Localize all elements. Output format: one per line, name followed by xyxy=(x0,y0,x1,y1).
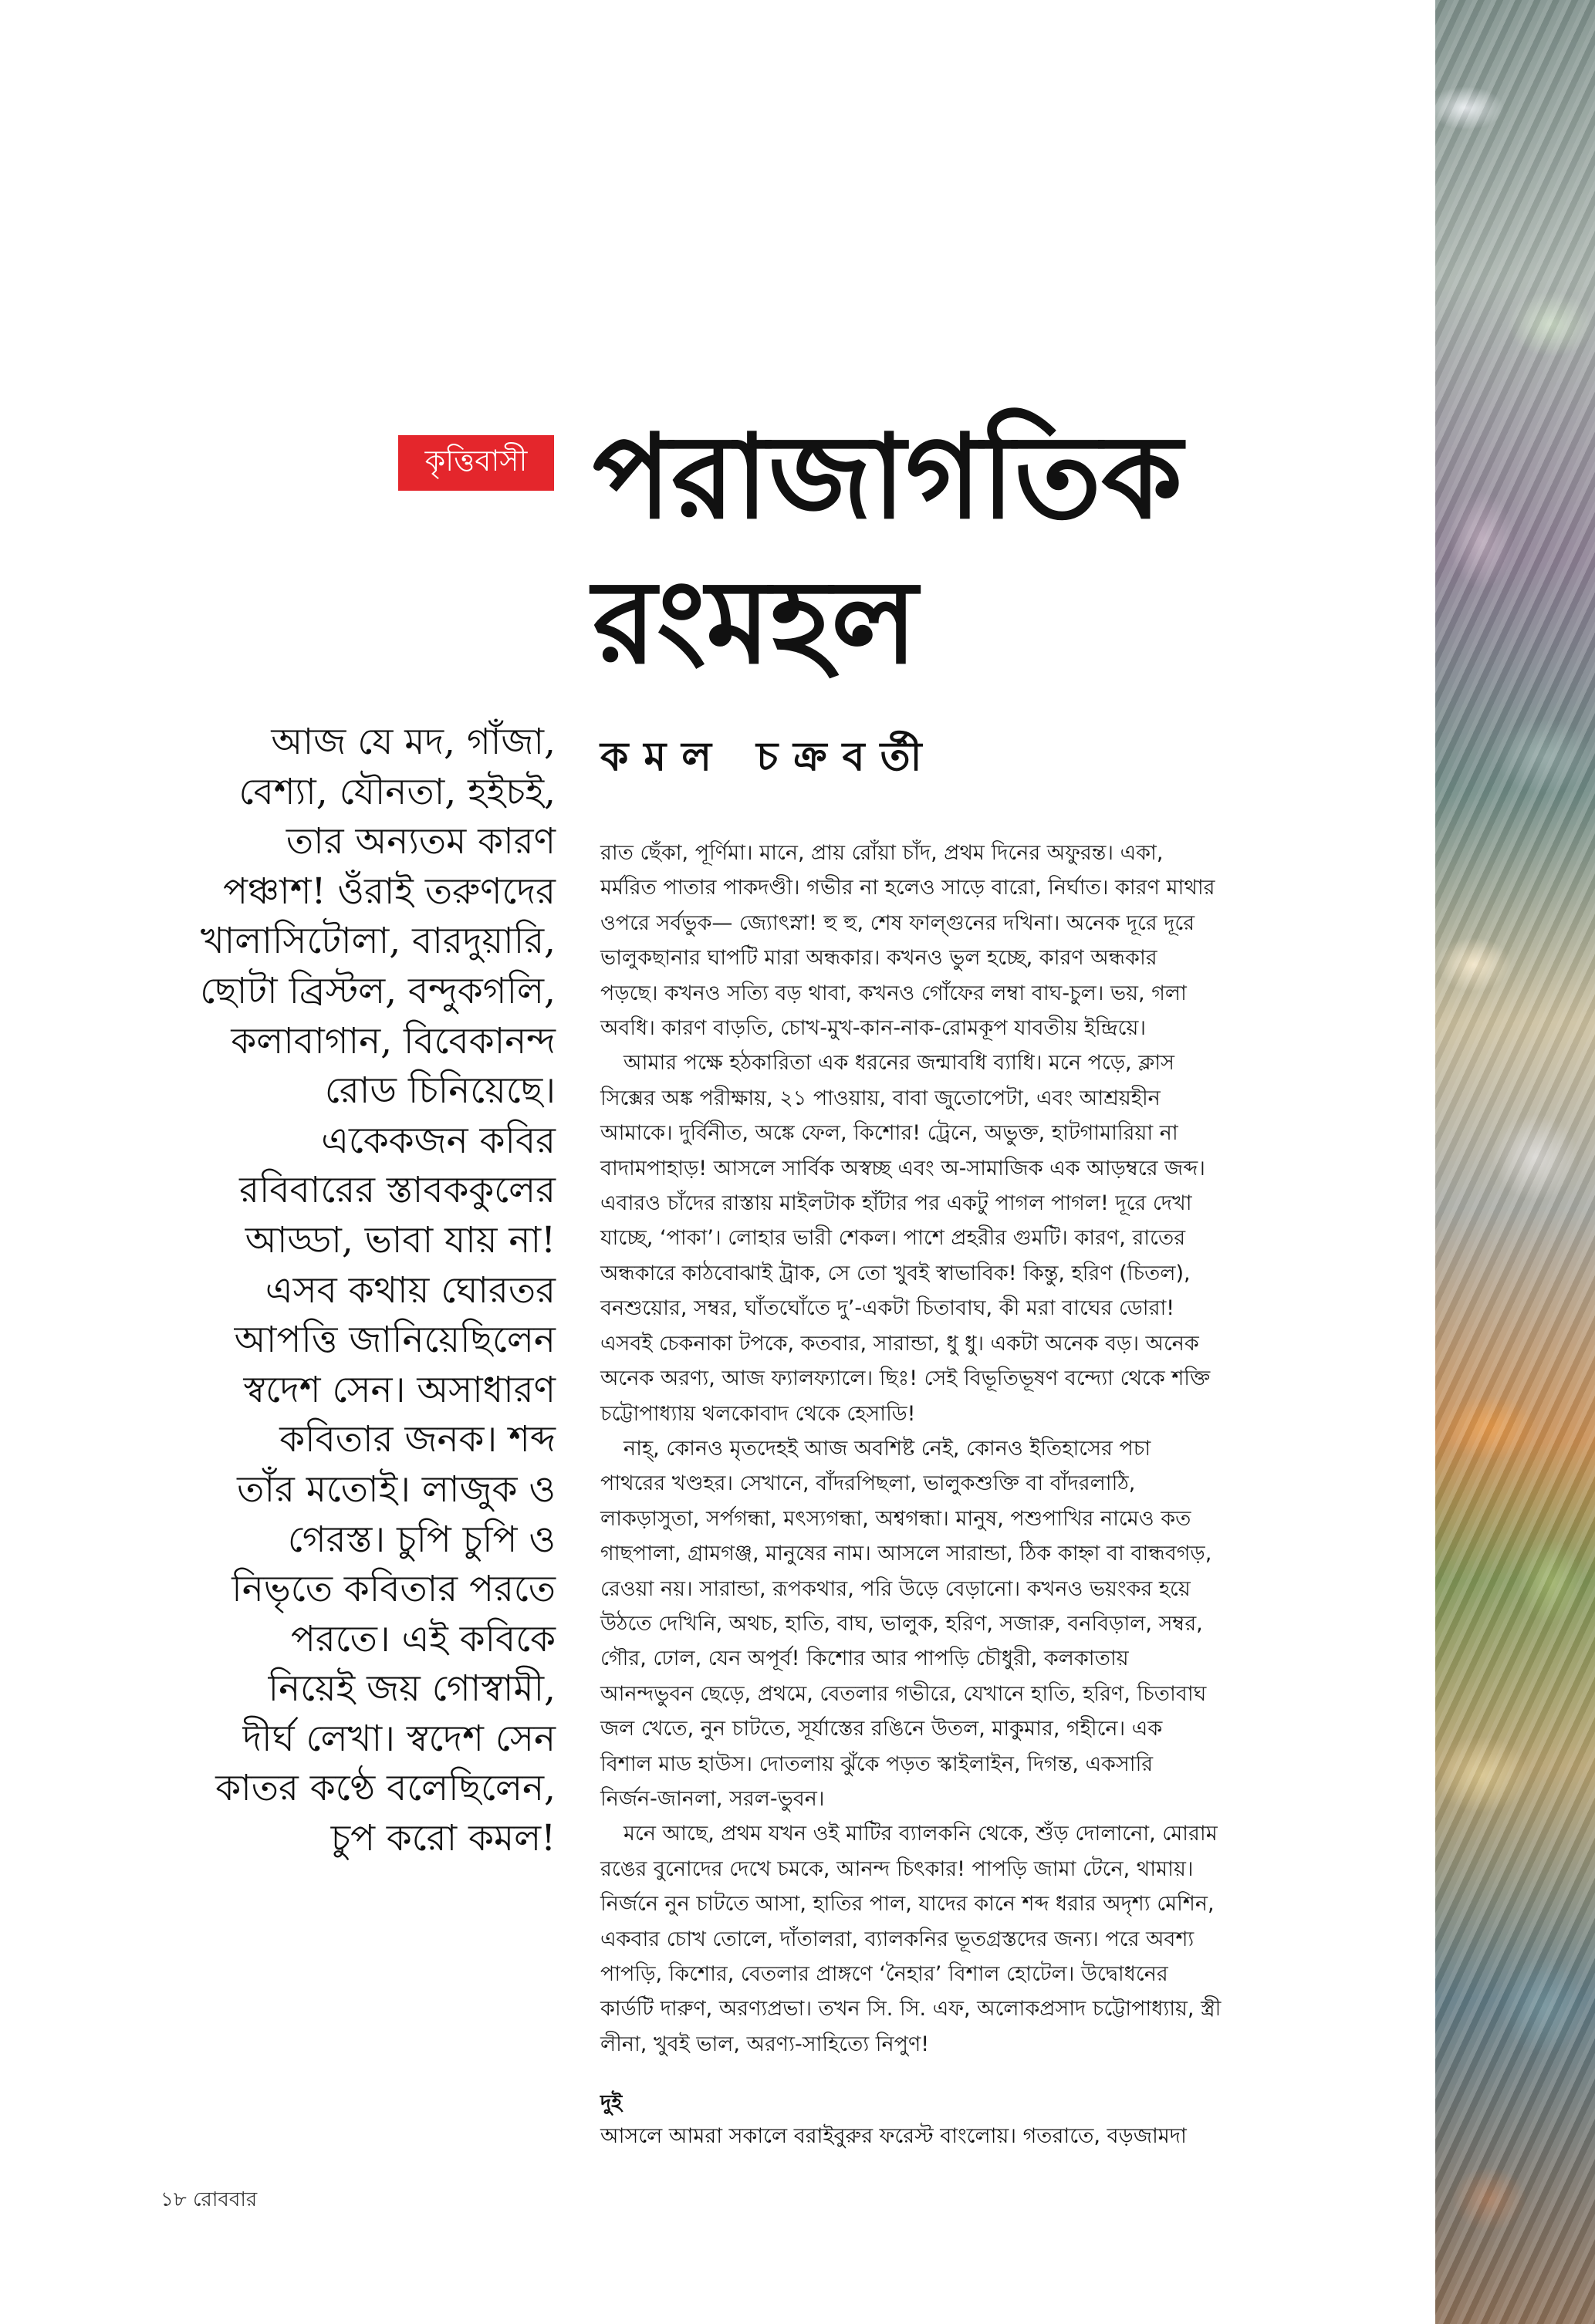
article-line: গাছপালা, গ্রামগঞ্জ, মানুষের নাম। আসলে সারান্ডা, ঠিক কাহ্না বা বান্ধবগড়, xyxy=(600,1542,1212,1566)
article-line: আনন্দভুবন ছেড়ে, প্রথমে, বেতলার গভীরে, যেখানে হাতি, হরিণ, চিতাবাঘ xyxy=(600,1681,1207,1706)
article-line: সিক্সের অঙ্ক পরীক্ষায়, ২১ পাওয়ায়, বাবা জুতোপেটা, এবং আশ্রয়হীন xyxy=(600,1086,1161,1110)
pull-quote-line: এসব কথায় ঘোরতর xyxy=(265,1268,556,1312)
article-line: এসবই চেকনাকা টপকে, কতবার, সারান্ডা, ধু ধু। একটা অনেক বড়। অনেক xyxy=(600,1331,1199,1356)
article-body xyxy=(600,836,1335,2062)
section-tag: কৃত্তিবাসী xyxy=(398,435,554,491)
article-line: জল খেতে, নুন চাটতে, সূর্যাস্তের রঙিনে উতল, মাকুমার, গহীনে। এক xyxy=(600,1717,1163,1741)
article-line: বিশাল মাড হাউস। দোতলায় ঝুঁকে পড়ত স্কাইলাইন, দিগন্ত, একসারি xyxy=(600,1751,1154,1776)
pull-quote-line: গেরস্ত। চুপি চুপি ও xyxy=(287,1518,556,1561)
article-line: যাচ্ছে, ‘পাকা’। লোহার ভারী শেকল। পাশে প্রহরীর গুমটি। কারণ, রাতের xyxy=(600,1226,1186,1251)
page-folio: ১৮ রোববার xyxy=(161,2188,258,2211)
section-number: দুই xyxy=(600,2091,623,2115)
article-line: উঠতে দেখিনি, অথচ, হাতি, বাঘ, ভালুক, হরিণ, সজারু, বনবিড়াল, সম্বর, xyxy=(600,1611,1203,1636)
author-byline: কমল চক্রবর্তী xyxy=(600,734,938,780)
pull-quote-line: আপত্তি জানিয়েছিলেন xyxy=(234,1319,556,1362)
article-line: বাদামপাহাড়! আসলে সার্বিক অস্বচ্ছ এবং অ-সামাজিক এক আড়ম্বরে জব্দ। xyxy=(600,1156,1205,1181)
pull-quote-line: খালাসিটোলা, বারদুয়ারি, xyxy=(200,920,556,963)
article-line: আমাকে। দুর্বিনীত, অঙ্কে ফেল, কিশোর! ট্রেনে, অভুক্ত, হাটগামারিয়া না xyxy=(600,1121,1178,1146)
article-line: রাত ছেঁকা, পূর্ণিমা। মানে, প্রায় রোঁয়া চাঁদ, প্রথম দিনের অফুরন্ত। একা, xyxy=(600,841,1164,865)
article-line: কার্ডটি দারুণ, অরণ্যপ্রভা। তখন সি. সি. এফ, অলোকপ্রসাদ চট্টোপাধ্যায়, স্ত্রী xyxy=(600,1997,1222,2022)
pull-quote-line: আজ যে মদ, গাঁজা, xyxy=(271,721,556,763)
pull-quote-line: নিভৃতে কবিতার পরতে xyxy=(231,1568,556,1611)
article-line: পাথরের খণ্ডহর। সেখানে, বাঁদরপিছলা, ভালুকশুক্তি বা বাঁদরলাঠি, xyxy=(600,1471,1136,1496)
article-line: গৌর, ঢোল, যেন অপূর্ব! কিশোর আর পাপড়ি চৌধুরী, কলকাতায় xyxy=(600,1647,1129,1671)
article-line: মনে আছে, প্রথম যখন ওই মাটির ব্যালকনি থেকে, শুঁড় দোলানো, মোরাম xyxy=(623,1822,1218,1846)
article-line: চট্টোপাধ্যায় থলকোবাদ থেকে হেসাডি! xyxy=(600,1401,916,1426)
article-line: পড়ছে। কখনও সত্যি বড় থাবা, কখনও গোঁফের লম্বা বাঘ-চুল। ভয়, গলা xyxy=(600,981,1187,1005)
pull-quote-line: পঞ্চাশ! ওঁরাই তরুণদের xyxy=(223,870,556,913)
decorative-painting-strip xyxy=(1435,0,1595,2324)
article-line: অনেক অরণ্য, আজ ফ্যালফ্যালে। ছিঃ! সেই বিভূতিভূষণ বন্দ্যো থেকে শক্তি xyxy=(600,1366,1211,1391)
pull-quote-line: দীর্ঘ লেখা। স্বদেশ সেন xyxy=(242,1717,556,1760)
pull-quote-line: রোড চিনিয়েছে। xyxy=(324,1069,556,1113)
pull-quote-line: পরতে। এই কবিকে xyxy=(290,1617,556,1660)
article-line: ওপরে সর্বভুক— জ্যোৎস্না! হু হু, শেষ ফাল্গুনের দখিনা। অনেক দূরে দূরে xyxy=(600,910,1195,935)
article-line: অবধি। কারণ বাড়তি, চোখ-মুখ-কান-নাক-রোমকূপ যাবতীয় ইন্দ্রিয়ে। xyxy=(600,1016,1147,1041)
article-line: একবার চোখ তোলে, দাঁতালরা, ব্যালকনির ভূতগ্রস্তদের জন্য। পরে অবশ্য xyxy=(600,1927,1195,1951)
pull-quote xyxy=(148,718,556,1864)
article-line: আমার পক্ষে হঠকারিতা এক ধরনের জন্মাবধি ব্যাধি। মনে পড়ে, ক্লাস xyxy=(623,1051,1174,1076)
article-line: মর্মরিত পাতার পাকদণ্ডী। গভীর না হলেও সাড়ে বারো, নির্ঘাত। কারণ মাথার xyxy=(600,876,1215,900)
title-line-1: পরাজাগতিক xyxy=(593,410,1183,545)
article-line: লাকড়াসুতা, সর্পগন্ধা, মৎস্যগন্ধা, অশ্বগন্ধা। মানুষ, পশুপাখির নামেও কত xyxy=(600,1506,1191,1531)
article-title xyxy=(593,405,1364,695)
article-line: লীনা, খুবই ভাল, অরণ্য-সাহিত্যে নিপুণ! xyxy=(600,2032,930,2056)
article-line: ভালুকছানার ঘাপটি মারা অন্ধকার। কখনও ভুল হচ্ছে, কারণ অন্ধকার xyxy=(600,946,1157,971)
pull-quote-line: বেশ্যা, যৌনতা, হইচই, xyxy=(238,770,556,813)
pull-quote-line: তার অন্যতম কারণ xyxy=(286,820,556,863)
pull-quote-line: একেকজন কবির xyxy=(321,1119,556,1162)
title-line-2: রংমহল xyxy=(593,556,917,690)
article-line: নির্জনে নুন চাটতে আসা, হাতির পাল, যাদের কানে শব্দ ধরার অদৃশ্য মেশিন, xyxy=(600,1892,1215,1917)
article-line: এবারও চাঁদের রাস্তায় মাইলটাক হাঁটার পর একটু পাগল পাগল! দূরে দেখা xyxy=(600,1191,1192,1216)
pull-quote-line: রবিবারের স্তাবককুলের xyxy=(239,1169,556,1212)
pull-quote-line: ছোটা ব্রিস্টল, বন্দুকগলি, xyxy=(200,969,556,1012)
pull-quote-line: স্বদেশ সেন। অসাধারণ xyxy=(243,1368,556,1411)
article-line: রেওয়া নয়। সারান্ডা, রূপকথার, পরি উড়ে বেড়ানো। কখনও ভয়ংকর হয়ে xyxy=(600,1576,1191,1601)
article-line: অন্ধকারে কাঠবোঝাই ট্রাক, সে তো খুবই স্বাভাবিক! কিন্তু, হরিণ (চিতল), xyxy=(600,1261,1191,1285)
pull-quote-line: কবিতার জনক। শব্দ xyxy=(279,1418,556,1461)
article-line: নাহ্, কোনও মৃতদেহই আজ অবশিষ্ট নেই, কোনও ইতিহাসের পচা xyxy=(623,1436,1151,1461)
pull-quote-line: চুপ করো কমল! xyxy=(330,1817,556,1860)
pull-quote-line: আড্ডা, ভাবা যায় না! xyxy=(245,1218,556,1262)
pull-quote-line: তাঁর মতোই। লাজুক ও xyxy=(237,1468,556,1511)
article-line: পাপড়ি, কিশোর, বেতলার প্রাঙ্গণে ‘নৈহার’ বিশাল হোটেল। উদ্বোধনের xyxy=(600,1962,1168,1986)
pull-quote-line: কাতর কণ্ঠে বলেছিলেন, xyxy=(215,1767,556,1810)
article-line: রঙের বুনোদের দেখে চমকে, আনন্দ চিৎকার! পাপড়ি জামা টেনে, থামায়। xyxy=(600,1856,1194,1881)
pull-quote-line: কলাবাগান, বিবেকানন্দ xyxy=(231,1019,556,1062)
article-line: বনশুয়োর, সম্বর, ঘাঁতঘোঁতে দু’-একটা চিতাবাঘ, কী মরা বাঘের ডোরা! xyxy=(600,1296,1175,1321)
section-first-line: আসলে আমরা সকালে বরাইবুরুর ফরেস্ট বাংলোয়। গতরাতে, বড়জামদা xyxy=(600,2124,1187,2148)
pull-quote-line: নিয়েই জয় গোস্বামী, xyxy=(268,1667,556,1711)
article-line: নির্জন-জানলা, সরল-ভুবন। xyxy=(600,1786,825,1811)
